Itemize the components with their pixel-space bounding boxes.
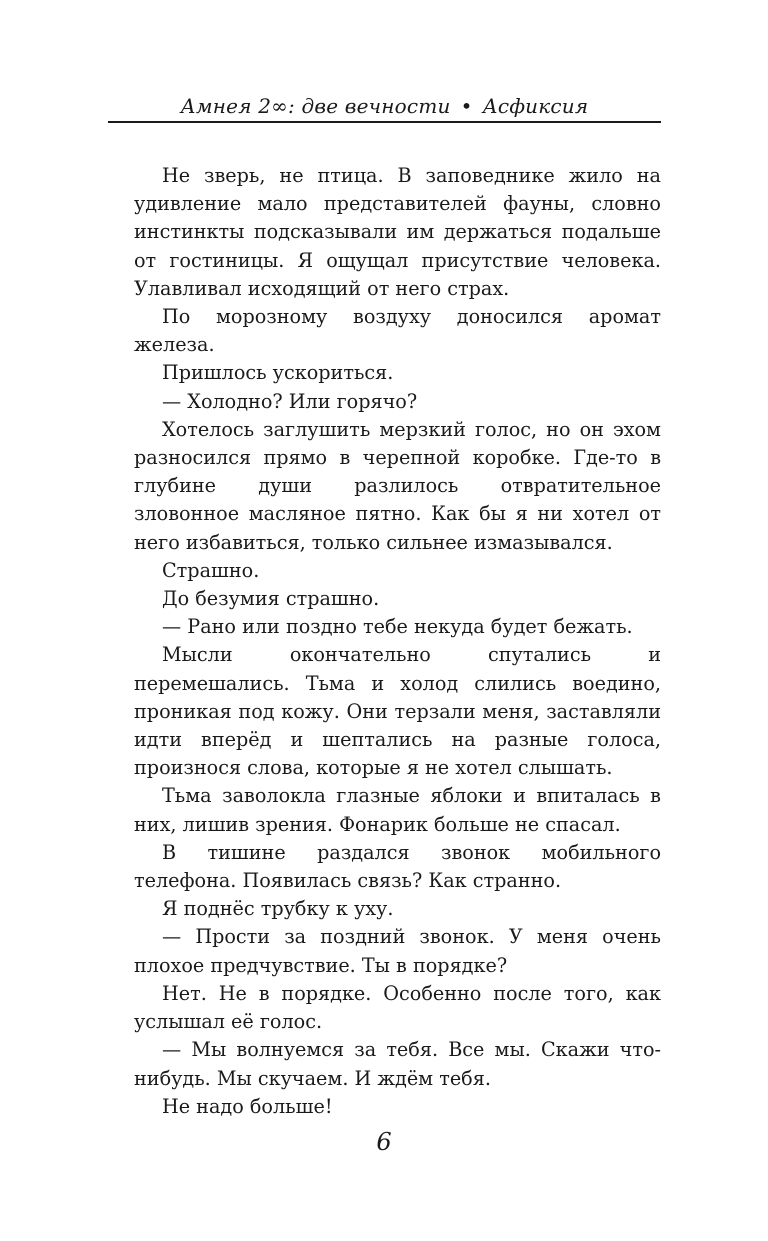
paragraph: Нет. Не в порядке. Особенно после того, как услышал её голос.: [134, 981, 661, 1034]
body-text: [134, 162, 661, 1121]
running-head: [108, 78, 661, 122]
paragraph: До безумия страшно.: [162, 587, 380, 611]
chapter-title: Асфиксия: [482, 94, 589, 118]
paragraph: Страшно.: [162, 558, 260, 582]
paragraph: Не надо больше!: [162, 1094, 333, 1118]
paragraph: Не зверь, не птица. В заповеднике жило на удивление мало представителей фауны, словно инстинкты подсказывали им держаться подальше от гостиницы. Я ощущал присутствие человека. Улавливал исходящий от него страх.: [134, 164, 661, 300]
paragraph: — Холодно? Или горячо?: [162, 389, 418, 413]
paragraph: Тьма заволокла глазные яблоки и впиталась в них, лишив зрения. Фонарик больше не спасал.: [134, 784, 661, 836]
paragraph: Пришлось ускориться.: [162, 361, 394, 385]
paragraph: Мысли окончательно спутались и перемешались. Тьма и холод слились воедино, проникая под кожу. Они терзали меня, заставляли идти вперёд и шептались на разные голоса, произнося слова, которые я не хотел слышать.: [134, 643, 661, 780]
header-rule: [108, 121, 661, 123]
header-separator: •: [460, 94, 473, 118]
paragraph: — Прости за поздний звонок. У меня очень плохое предчувствие. Ты в порядке?: [134, 925, 661, 977]
paragraph: — Рано или поздно тебе некуда будет бежать.: [162, 615, 633, 639]
paragraph: В тишине раздался звонок мобильного телефона. Появилась связь? Как странно.: [134, 840, 661, 893]
paragraph: По морозному воздуху доносился аромат железа.: [134, 305, 661, 357]
paragraph: Хотелось заглушить мерзкий голос, но он эхом разносился прямо в черепной коробке. Где-то в глубине души разлилось отвратительное зловонное масляное пятно. Как бы я ни хотел от него избавиться, только сильнее измазывался.: [134, 417, 661, 554]
book-title: Амнея 2∞: две вечности: [180, 94, 451, 118]
paragraph: Я поднёс трубку к уху.: [162, 897, 394, 921]
paragraph: — Мы волнуемся за тебя. Все мы. Скажи что-нибудь. Мы скучаем. И ждём тебя.: [134, 1038, 661, 1090]
page-number: 6: [376, 1128, 392, 1156]
